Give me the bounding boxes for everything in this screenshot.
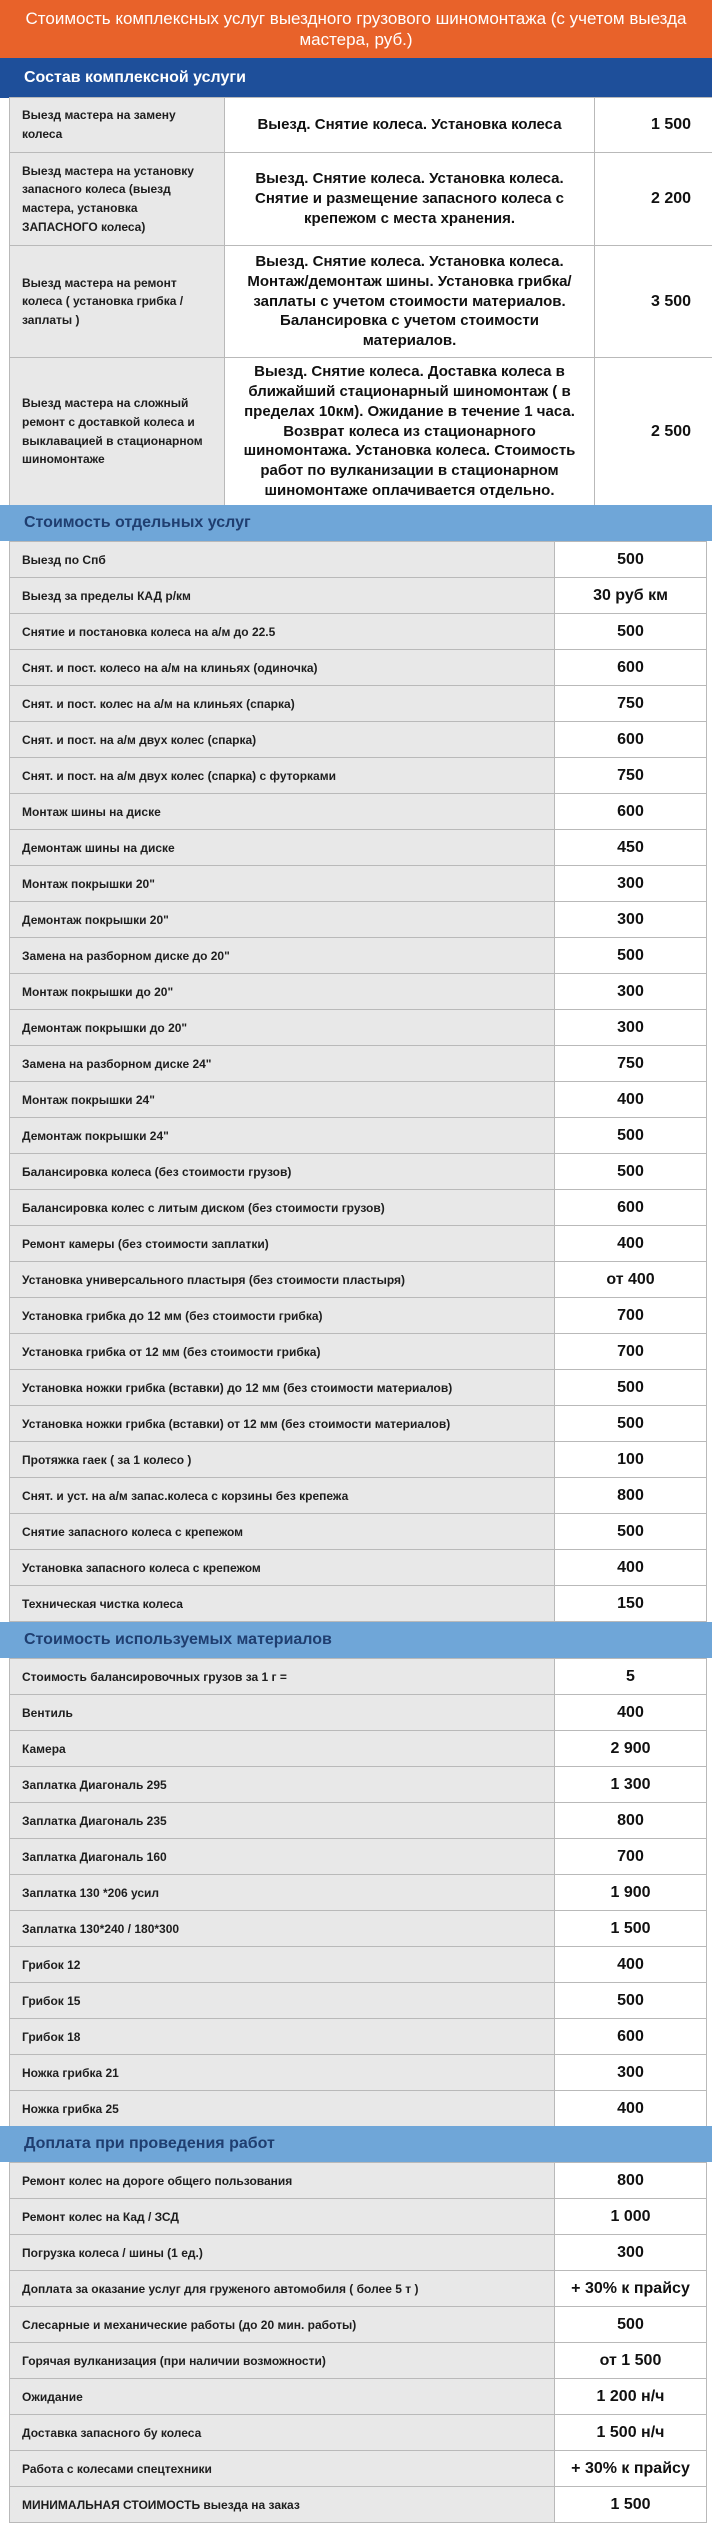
table-row: [10, 578, 707, 614]
item-price: 600: [555, 794, 707, 830]
table-row: [10, 2415, 707, 2451]
item-name: Заплатка Диагональ 235: [10, 1803, 555, 1839]
table-row: [10, 542, 707, 578]
item-price: + 30% к прайсу: [555, 2271, 707, 2307]
table-row: [10, 1406, 707, 1442]
item-name: Балансировка колес с литым диском (без стоимости грузов): [10, 1190, 555, 1226]
item-price: 300: [555, 1010, 707, 1046]
item-name: Техническая чистка колеса: [10, 1586, 555, 1622]
item-name: Замена на разборном диске 24": [10, 1046, 555, 1082]
table-row: [10, 1659, 707, 1695]
table-row: [10, 758, 707, 794]
item-price: 600: [555, 2019, 707, 2055]
item-name: Ремонт колес на Кад / ЗСД: [10, 2199, 555, 2235]
item-price: 600: [555, 650, 707, 686]
table-row: [10, 2235, 707, 2271]
item-name: Установка грибка от 12 мм (без стоимости грибка): [10, 1334, 555, 1370]
item-price: 500: [555, 2307, 707, 2343]
service-name: Выезд мастера на сложный ремонт с доставкой колеса и выклавацией в стационарном шиномонтаже: [10, 358, 225, 506]
item-price: 500: [555, 1118, 707, 1154]
table-row: [10, 2091, 707, 2127]
item-name: Вентиль: [10, 1695, 555, 1731]
item-price: 400: [555, 1082, 707, 1118]
item-price: 450: [555, 830, 707, 866]
service-name: Выезд мастера на установку запасного колеса (выезд мастера, установка ЗАПАСНОГО колеса): [10, 153, 225, 246]
item-price: 30 руб км: [555, 578, 707, 614]
item-price: 1 500 н/ч: [555, 2415, 707, 2451]
table-row: [10, 1154, 707, 1190]
service-price: 1 500: [595, 98, 712, 153]
table-row: [10, 614, 707, 650]
item-price: 700: [555, 1298, 707, 1334]
service-price: 3 500: [595, 246, 712, 358]
item-price: 1 300: [555, 1767, 707, 1803]
section-header-complex: Состав комплексной услуги: [0, 58, 712, 98]
item-name: Установка ножки грибка (вставки) от 12 мм (без стоимости материалов): [10, 1406, 555, 1442]
table-row: [10, 1010, 707, 1046]
table-row: [10, 1695, 707, 1731]
item-name: Ножка грибка 21: [10, 2055, 555, 2091]
table-row: [10, 2379, 707, 2415]
table-row: [10, 1875, 707, 1911]
item-price: 700: [555, 1839, 707, 1875]
table-row: [10, 2307, 707, 2343]
item-name: Заплатка Диагональ 160: [10, 1839, 555, 1875]
item-name: Доставка запасного бу колеса: [10, 2415, 555, 2451]
item-name: Снятие и постановка колеса на а/м до 22.5: [10, 614, 555, 650]
table-row: [10, 1298, 707, 1334]
service-name: Выезд мастера на ремонт колеса ( установка грибка / заплаты ): [10, 246, 225, 358]
item-name: Монтаж покрышки до 20": [10, 974, 555, 1010]
table-row: [10, 1478, 707, 1514]
table-row: [10, 1911, 707, 1947]
section-header-surcharge: Доплата при проведения работ: [0, 2126, 712, 2162]
item-name: Горячая вулканизация (при наличии возможности): [10, 2343, 555, 2379]
item-price: от 1 500: [555, 2343, 707, 2379]
table-row: [10, 1514, 707, 1550]
table-row: [10, 2019, 707, 2055]
table-row: [10, 1370, 707, 1406]
item-price: 300: [555, 2055, 707, 2091]
table-row: [10, 2163, 707, 2199]
table-row: [10, 2199, 707, 2235]
item-price: 750: [555, 686, 707, 722]
item-name: Слесарные и механические работы (до 20 мин. работы): [10, 2307, 555, 2343]
table-row: [10, 1586, 707, 1622]
item-price: 400: [555, 1947, 707, 1983]
item-name: Демонтаж покрышки до 20": [10, 1010, 555, 1046]
table-row: [10, 650, 707, 686]
item-price: 500: [555, 1154, 707, 1190]
item-name: Снят. и пост. на а/м двух колес (спарка): [10, 722, 555, 758]
item-price: 500: [555, 614, 707, 650]
table-row: [10, 2487, 707, 2523]
item-name: Грибок 15: [10, 1983, 555, 2019]
item-price: 500: [555, 938, 707, 974]
item-price: 300: [555, 902, 707, 938]
table-row: [10, 2055, 707, 2091]
table-row: [10, 153, 712, 246]
table-row: [10, 1731, 707, 1767]
item-name: Заплатка 130 *206 усил: [10, 1875, 555, 1911]
table-row: [10, 1118, 707, 1154]
table-row: [10, 1226, 707, 1262]
item-price: 1 500: [555, 1911, 707, 1947]
item-price: 750: [555, 758, 707, 794]
item-price: 300: [555, 866, 707, 902]
table-row: [10, 794, 707, 830]
item-name: Установка ножки грибка (вставки) до 12 мм (без стоимости материалов): [10, 1370, 555, 1406]
page-title: Стоимость комплексных услуг выездного грузового шиномонтажа (с учетом выезда мастера, руб.): [0, 0, 712, 58]
item-name: Установка универсального пластыря (без стоимости пластыря): [10, 1262, 555, 1298]
table-row: [10, 1262, 707, 1298]
table-row: [10, 938, 707, 974]
table-row: [10, 2343, 707, 2379]
table-row: [10, 1046, 707, 1082]
item-price: 400: [555, 1550, 707, 1586]
item-price: от 400: [555, 1262, 707, 1298]
item-price: 1 200 н/ч: [555, 2379, 707, 2415]
item-price: 300: [555, 974, 707, 1010]
materials-table: [9, 1658, 707, 2127]
item-name: Ремонт колес на дороге общего пользования: [10, 2163, 555, 2199]
item-name: Заплатка 130*240 / 180*300: [10, 1911, 555, 1947]
item-price: 400: [555, 2091, 707, 2127]
table-row: [10, 1550, 707, 1586]
item-price: 1 000: [555, 2199, 707, 2235]
complex-services-table: [9, 97, 712, 506]
table-row: [10, 1442, 707, 1478]
table-row: [10, 2451, 707, 2487]
item-price: 100: [555, 1442, 707, 1478]
item-price: 600: [555, 722, 707, 758]
item-price: 2 900: [555, 1731, 707, 1767]
table-row: [10, 1082, 707, 1118]
service-description: Выезд. Снятие колеса. Доставка колеса в ближайший стационарный шиномонтаж ( в пределах 10км). Ожидание в течение 1 часа. Возврат колеса из стационарного шиномонтажа. Установка колеса. Стоимость работ по вулканизации в стационарном шиномонтаже оплачивается отдельно.: [225, 358, 595, 506]
item-name: Снят. и пост. на а/м двух колес (спарка) с футорками: [10, 758, 555, 794]
table-row: [10, 1190, 707, 1226]
table-row: [10, 902, 707, 938]
table-row: [10, 246, 712, 358]
item-name: Монтаж покрышки 20": [10, 866, 555, 902]
item-name: МИНИМАЛЬНАЯ СТОИМОСТЬ выезда на заказ: [10, 2487, 555, 2523]
table-row: [10, 1334, 707, 1370]
item-price: 1 900: [555, 1875, 707, 1911]
item-price: 750: [555, 1046, 707, 1082]
item-name: Установка грибка до 12 мм (без стоимости грибка): [10, 1298, 555, 1334]
item-name: Снятие запасного колеса с крепежом: [10, 1514, 555, 1550]
item-price: 300: [555, 2235, 707, 2271]
item-name: Ожидание: [10, 2379, 555, 2415]
item-name: Демонтаж шины на диске: [10, 830, 555, 866]
item-price: 800: [555, 1478, 707, 1514]
item-name: Монтаж шины на диске: [10, 794, 555, 830]
service-price: 2 200: [595, 153, 712, 246]
service-price: 2 500: [595, 358, 712, 506]
item-name: Снят. и уст. на а/м запас.колеса с корзины без крепежа: [10, 1478, 555, 1514]
section-header-materials: Стоимость используемых материалов: [0, 1622, 712, 1658]
item-name: Ножка грибка 25: [10, 2091, 555, 2127]
item-name: Погрузка колеса / шины (1 ед.): [10, 2235, 555, 2271]
item-name: Грибок 18: [10, 2019, 555, 2055]
item-price: 400: [555, 1226, 707, 1262]
table-row: [10, 358, 712, 506]
item-name: Заплатка Диагональ 295: [10, 1767, 555, 1803]
table-row: [10, 866, 707, 902]
service-description: Выезд. Снятие колеса. Установка колеса: [225, 98, 595, 153]
item-name: Стоимость балансировочных грузов за 1 г =: [10, 1659, 555, 1695]
item-price: 500: [555, 542, 707, 578]
item-price: 5: [555, 1659, 707, 1695]
table-row: [10, 98, 712, 153]
table-row: [10, 974, 707, 1010]
service-description: Выезд. Снятие колеса. Установка колеса. Снятие и размещение запасного колеса с крепежом с места хранения.: [225, 153, 595, 246]
item-price: 1 500: [555, 2487, 707, 2523]
item-price: + 30% к прайсу: [555, 2451, 707, 2487]
service-name: Выезд мастера на замену колеса: [10, 98, 225, 153]
section-header-services: Стоимость отдельных услуг: [0, 505, 712, 541]
table-row: [10, 2271, 707, 2307]
item-name: Доплата за оказание услуг для груженого автомобиля ( более 5 т ): [10, 2271, 555, 2307]
item-price: 500: [555, 1983, 707, 2019]
item-name: Демонтаж покрышки 20": [10, 902, 555, 938]
item-name: Замена на разборном диске до 20": [10, 938, 555, 974]
item-name: Работа с колесами спецтехники: [10, 2451, 555, 2487]
table-row: [10, 1839, 707, 1875]
item-name: Ремонт камеры (без стоимости заплатки): [10, 1226, 555, 1262]
table-row: [10, 722, 707, 758]
item-price: 600: [555, 1190, 707, 1226]
table-row: [10, 1803, 707, 1839]
item-price: 800: [555, 2163, 707, 2199]
item-price: 500: [555, 1514, 707, 1550]
item-price: 500: [555, 1406, 707, 1442]
table-row: [10, 1767, 707, 1803]
item-price: 500: [555, 1370, 707, 1406]
table-row: [10, 686, 707, 722]
table-row: [10, 1983, 707, 2019]
item-price: 150: [555, 1586, 707, 1622]
item-name: Выезд по Спб: [10, 542, 555, 578]
item-name: Установка запасного колеса с крепежом: [10, 1550, 555, 1586]
table-row: [10, 1947, 707, 1983]
item-name: Балансировка колеса (без стоимости грузов): [10, 1154, 555, 1190]
service-description: Выезд. Снятие колеса. Установка колеса. Монтаж/демонтаж шины. Установка грибка/ заплаты с учетом стоимости материалов. Балансировка с учетом стоимости материалов.: [225, 246, 595, 358]
item-name: Снят. и пост. колес на а/м на клиньях (спарка): [10, 686, 555, 722]
surcharge-table: [9, 2162, 707, 2523]
item-name: Камера: [10, 1731, 555, 1767]
item-price: 400: [555, 1695, 707, 1731]
item-price: 700: [555, 1334, 707, 1370]
item-name: Снят. и пост. колесо на а/м на клиньях (одиночка): [10, 650, 555, 686]
item-name: Грибок 12: [10, 1947, 555, 1983]
item-name: Монтаж покрышки 24": [10, 1082, 555, 1118]
item-name: Выезд за пределы КАД р/км: [10, 578, 555, 614]
table-row: [10, 830, 707, 866]
item-name: Демонтаж покрышки 24": [10, 1118, 555, 1154]
services-table: [9, 541, 707, 1622]
item-name: Протяжка гаек ( за 1 колесо ): [10, 1442, 555, 1478]
item-price: 800: [555, 1803, 707, 1839]
